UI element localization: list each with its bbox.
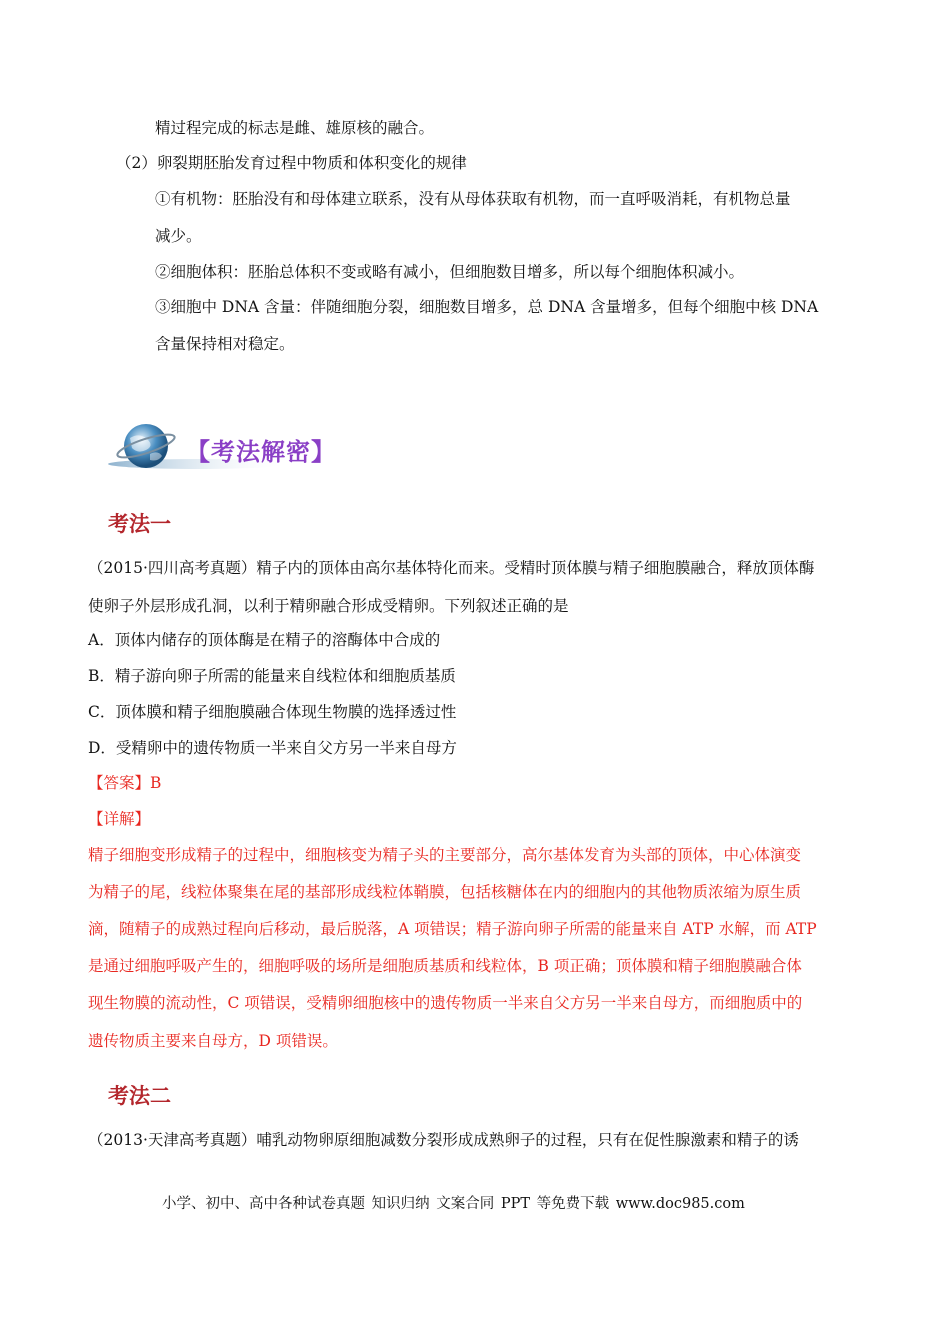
option-b: B．精子游向卵子所需的能量来自线粒体和细胞质基质 — [88, 667, 456, 685]
detail-line: 为精子的尾，线粒体聚集在尾的基部形成线粒体鞘膜，包括核糖体在内的细胞内的其他物质浓缩为原生质 — [88, 883, 802, 901]
method-title: 考法二 — [108, 1084, 171, 1108]
list-item: ③细胞中 DNA 含量：伴随细胞分裂，细胞数目增多，总 DNA 含量增多，但每个细胞中核 DNA — [155, 298, 819, 316]
detail-label: 【详解】 — [88, 810, 151, 828]
option-c: C．顶体膜和精子细胞膜融合体现生物膜的选择透过性 — [88, 703, 457, 721]
subheading: （2）卵裂期胚胎发育过程中物质和体积变化的规律 — [116, 154, 467, 172]
detail-line: 现生物膜的流动性，C 项错误，受精卵细胞核中的遗传物质一半来自父方另一半来自母方，而细胞质中的 — [88, 994, 803, 1012]
question-line: （2013·天津高考真题）哺乳动物卵原细胞减数分裂形成成熟卵子的过程，只有在促性腺激素和精子的诱 — [88, 1131, 799, 1149]
detail-line: 是通过细胞呼吸产生的，细胞呼吸的场所是细胞质基质和线粒体，B 项正确；顶体膜和精子细胞膜融合体 — [88, 957, 802, 975]
list-item-continued: 减少。 — [155, 227, 202, 245]
detail-line: 滴，随精子的成熟过程向后移动，最后脱落，A 项错误；精子游向卵子所需的能量来自 ATP 水解，而 ATP — [88, 920, 817, 938]
list-item: ①有机物：胚胎没有和母体建立联系，没有从母体获取有机物，而一直呼吸消耗，有机物总量 — [155, 190, 791, 208]
detail-line: 遗传物质主要来自母方，D 项错误。 — [88, 1032, 338, 1050]
detail-line: 精子细胞变形成精子的过程中，细胞核变为精子头的主要部分，高尔基体发育为头部的顶体，中心体演变 — [88, 846, 802, 864]
answer-line: 【答案】B — [88, 774, 162, 792]
option-d: D．受精卵中的遗传物质一半来自父方另一半来自母方 — [88, 739, 457, 757]
list-item-continued: 含量保持相对稳定。 — [155, 335, 295, 353]
question-line: （2015·四川高考真题）精子内的顶体由高尔基体特化而来。受精时顶体膜与精子细胞膜融合，释放顶体酶 — [88, 559, 815, 577]
option-a: A．顶体内储存的顶体酶是在精子的溶酶体中合成的 — [88, 631, 441, 649]
section-banner-title: 【考法解密】 — [186, 438, 336, 466]
page-footer: 小学、初中、高中各种试卷真题 知识归纳 文案合同 PPT 等免费下载 www.doc985.com — [162, 1196, 745, 1212]
list-item: ②细胞体积：胚胎总体积不变或略有减小，但细胞数目增多，所以每个细胞体积减小。 — [155, 263, 745, 281]
question-line: 使卵子外层形成孔洞，以利于精卵融合形成受精卵。下列叙述正确的是 — [88, 597, 569, 615]
method-title: 考法一 — [108, 512, 171, 536]
paragraph-line: 精过程完成的标志是雌、雄原核的融合。 — [155, 119, 435, 137]
